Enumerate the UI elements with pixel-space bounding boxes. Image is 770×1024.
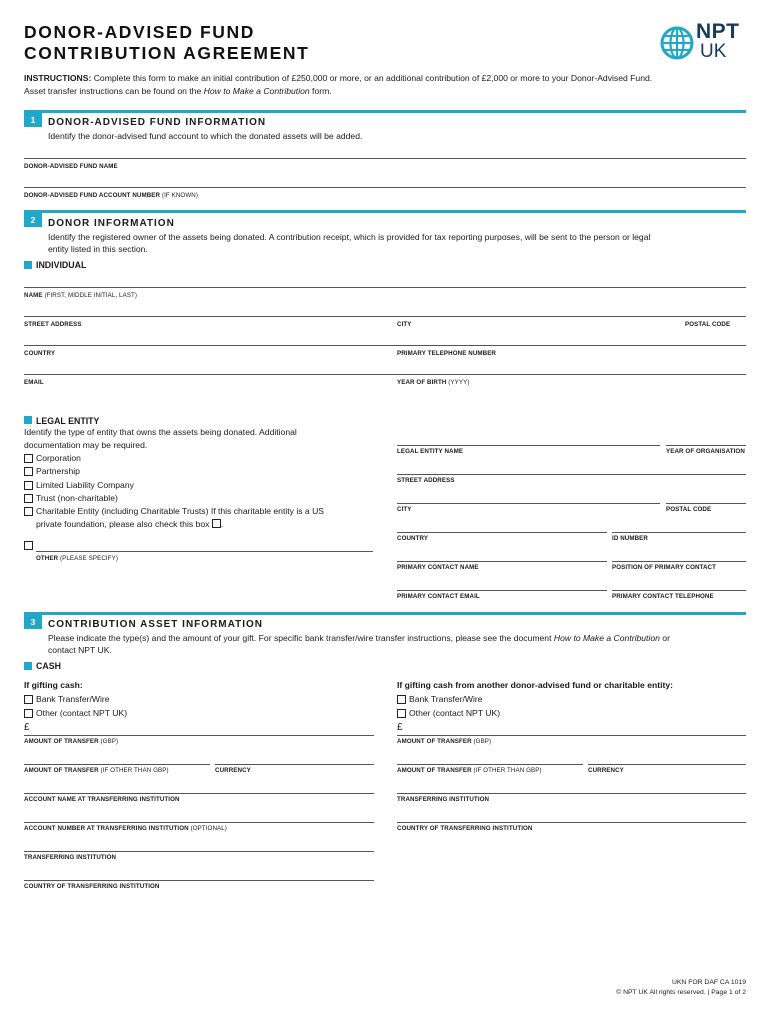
entity-option[interactable]: Partnership bbox=[24, 465, 374, 478]
individual-marker bbox=[24, 261, 32, 269]
checkbox[interactable] bbox=[24, 481, 33, 490]
account-number-label: ACCOUNT NUMBER AT TRANSFERRING INSTITUTION (OPTIONAL) bbox=[24, 825, 227, 832]
us-foundation-checkbox[interactable] bbox=[212, 519, 221, 528]
year-of-organisation-label: YEAR OF ORGANISATION bbox=[666, 448, 745, 455]
account-name-input[interactable] bbox=[24, 793, 374, 794]
footer bbox=[616, 978, 746, 998]
title-line-1: DONOR-ADVISED FUND bbox=[24, 22, 256, 42]
street-address-row[interactable] bbox=[24, 316, 746, 317]
cash-title: CASH bbox=[36, 661, 61, 671]
city-label: CITY bbox=[397, 321, 412, 328]
contact-name-input[interactable] bbox=[397, 561, 607, 562]
year-of-birth-label: YEAR OF BIRTH (YYYY) bbox=[397, 379, 470, 386]
checkbox[interactable] bbox=[397, 695, 406, 704]
name-label: NAME (FIRST, MIDDLE INITIAL, LAST) bbox=[24, 292, 138, 299]
legal-entity-name-input[interactable] bbox=[397, 445, 660, 446]
section-2-bar bbox=[24, 210, 746, 213]
entity-type-list bbox=[24, 452, 374, 531]
checkbox[interactable] bbox=[24, 695, 33, 704]
right-amount-input[interactable] bbox=[397, 735, 746, 736]
legal-id-input[interactable] bbox=[612, 532, 746, 533]
section-1-number: 1 bbox=[24, 113, 42, 127]
copyright: © NPT UK All rights reserved. | Page 1 of 2 bbox=[616, 989, 746, 996]
cash-option[interactable]: Other (contact NPT UK) bbox=[397, 707, 727, 721]
account-name-label: ACCOUNT NAME AT TRANSFERRING INSTITUTION bbox=[24, 796, 180, 803]
right-cash-heading: If gifting cash from another donor-advised fund or charitable entity: bbox=[397, 680, 673, 690]
left-amount-other-label: AMOUNT OF TRANSFER (IF OTHER THAN GBP) bbox=[24, 767, 169, 774]
legal-id-label: ID NUMBER bbox=[612, 535, 648, 542]
section-2-number: 2 bbox=[24, 213, 42, 227]
legal-entity-title: LEGAL ENTITY bbox=[36, 416, 100, 426]
right-amount-label: AMOUNT OF TRANSFER (GBP) bbox=[397, 738, 492, 745]
entity-option[interactable]: Limited Liability Company bbox=[24, 479, 374, 492]
title-line-2: CONTRIBUTION AGREEMENT bbox=[24, 43, 310, 63]
left-currency-input[interactable] bbox=[215, 764, 374, 765]
section-2-desc: Identify the registered owner of the assets being donated. A contribution receipt, which is provided for tax reporting purposes, will be sent to the person or legal entity listed in this section. bbox=[48, 232, 651, 254]
instructions-link: How to Make a Contribution bbox=[203, 85, 310, 96]
fund-name-label: DONOR-ADVISED FUND NAME bbox=[24, 163, 118, 170]
other-input[interactable] bbox=[36, 551, 373, 552]
fund-account-number-input[interactable] bbox=[24, 187, 746, 188]
contact-email-label: PRIMARY CONTACT EMAIL bbox=[397, 593, 480, 600]
right-country-label: COUNTRY OF TRANSFERRING INSTITUTION bbox=[397, 825, 533, 832]
left-country-label: COUNTRY OF TRANSFERRING INSTITUTION bbox=[24, 883, 160, 890]
right-currency-label: CURRENCY bbox=[588, 767, 624, 774]
cash-option[interactable]: Bank Transfer/Wire bbox=[24, 693, 354, 707]
name-input[interactable] bbox=[24, 287, 746, 288]
section-1-title: DONOR-ADVISED FUND INFORMATION bbox=[48, 117, 267, 128]
left-cash-heading: If gifting cash: bbox=[24, 680, 83, 690]
checkbox[interactable] bbox=[24, 467, 33, 476]
entity-option[interactable]: Trust (non-charitable) bbox=[24, 492, 374, 505]
instructions bbox=[24, 72, 744, 97]
contact-position-label: POSITION OF PRIMARY CONTACT bbox=[612, 564, 716, 571]
entity-option-charitable[interactable]: Charitable Entity (including Charitable Trusts) If this charitable entity is a US private foundation, please also check this box . bbox=[24, 505, 374, 531]
right-amount-other-input[interactable] bbox=[397, 764, 583, 765]
instructions-text-2b: form. bbox=[309, 85, 332, 96]
section-1-bar bbox=[24, 110, 746, 113]
legal-entity-marker bbox=[24, 416, 32, 424]
checkbox[interactable] bbox=[397, 709, 406, 718]
section-3-title: CONTRIBUTION ASSET INFORMATION bbox=[48, 619, 263, 630]
email-row[interactable] bbox=[24, 374, 746, 375]
logo-text-npt: NPT bbox=[696, 20, 740, 43]
left-country-input[interactable] bbox=[24, 880, 374, 881]
left-amount-input[interactable] bbox=[24, 735, 374, 736]
left-amount-label: AMOUNT OF TRANSFER (GBP) bbox=[24, 738, 119, 745]
checkbox[interactable] bbox=[24, 454, 33, 463]
contact-email-input[interactable] bbox=[397, 590, 607, 591]
legal-country-input[interactable] bbox=[397, 532, 607, 533]
legal-entity-desc: Identify the type of entity that owns the assets being donated. Additional documentation may be required. bbox=[24, 427, 297, 450]
fund-account-number-label: DONOR-ADVISED FUND ACCOUNT NUMBER (IF KNOWN) bbox=[24, 192, 198, 199]
legal-city-label: CITY bbox=[397, 506, 412, 513]
right-country-input[interactable] bbox=[397, 822, 746, 823]
left-institution-label: TRANSFERRING INSTITUTION bbox=[24, 854, 117, 861]
checkbox[interactable] bbox=[24, 709, 33, 718]
entity-option[interactable]: Corporation bbox=[24, 452, 374, 465]
right-currency-input[interactable] bbox=[588, 764, 746, 765]
other-label: OTHER (PLEASE SPECIFY) bbox=[36, 555, 118, 562]
street-address-label: STREET ADDRESS bbox=[24, 321, 82, 328]
right-amount-other-label: AMOUNT OF TRANSFER (IF OTHER THAN GBP) bbox=[397, 767, 542, 774]
checkbox[interactable] bbox=[24, 507, 33, 516]
legal-street-input[interactable] bbox=[397, 474, 746, 475]
contact-position-input[interactable] bbox=[612, 561, 746, 562]
left-institution-input[interactable] bbox=[24, 851, 374, 852]
contact-name-label: PRIMARY CONTACT NAME bbox=[397, 564, 479, 571]
checkbox[interactable] bbox=[24, 494, 33, 503]
account-number-input[interactable] bbox=[24, 822, 374, 823]
left-currency-label: CURRENCY bbox=[215, 767, 251, 774]
email-label: EMAIL bbox=[24, 379, 44, 386]
npt-uk-logo bbox=[660, 22, 750, 62]
right-institution-input[interactable] bbox=[397, 793, 746, 794]
postal-code-label: POSTAL CODE bbox=[685, 321, 731, 328]
pound-sign: £ bbox=[24, 722, 30, 733]
section-3-number: 3 bbox=[24, 615, 42, 629]
cash-option[interactable]: Other (contact NPT UK) bbox=[24, 707, 354, 721]
other-checkbox[interactable] bbox=[24, 541, 33, 550]
instructions-text-1: Complete this form to make an initial contribution of £250,000 or more, or an additional contribution of £2,000 or more to your Donor-Advised Fund. bbox=[93, 73, 653, 83]
right-cash-options bbox=[397, 693, 727, 721]
individual-title: INDIVIDUAL bbox=[36, 260, 87, 270]
contact-phone-label: PRIMARY CONTACT TELEPHONE bbox=[612, 593, 714, 600]
fund-name-input[interactable] bbox=[24, 158, 746, 159]
phone-label: PRIMARY TELEPHONE NUMBER bbox=[397, 350, 497, 357]
cash-option[interactable]: Bank Transfer/Wire bbox=[397, 693, 727, 707]
legal-city-input[interactable] bbox=[397, 503, 660, 504]
legal-entity-name-label: LEGAL ENTITY NAME bbox=[397, 448, 464, 455]
page-title bbox=[24, 22, 309, 64]
left-amount-other-input[interactable] bbox=[24, 764, 210, 765]
section-3-desc: Please indicate the type(s) and the amount of your gift. For specific bank transfer/wire transfer instructions, please see the document How to Make a Contribution or contact NPT UK. bbox=[48, 633, 670, 655]
country-row[interactable] bbox=[24, 345, 746, 346]
contact-phone-input[interactable] bbox=[612, 590, 746, 591]
globe-icon bbox=[660, 26, 694, 60]
instructions-text-2a: Asset transfer instructions can be found on the bbox=[24, 85, 204, 96]
legal-postal-input[interactable] bbox=[666, 503, 746, 504]
section-1-desc: Identify the donor-advised fund account to which the donated assets will be added. bbox=[48, 131, 363, 141]
year-of-organisation-input[interactable] bbox=[666, 445, 746, 446]
section-2-title: DONOR INFORMATION bbox=[48, 218, 175, 229]
logo-text-uk: UK bbox=[700, 41, 727, 62]
cash-marker bbox=[24, 662, 32, 670]
pound-sign: £ bbox=[397, 722, 403, 733]
legal-street-label: STREET ADDRESS bbox=[397, 477, 455, 484]
form-code: UKN FOR DAF CA 1019 bbox=[671, 979, 746, 986]
legal-country-label: COUNTRY bbox=[397, 535, 429, 542]
left-cash-options bbox=[24, 693, 354, 721]
country-label: COUNTRY bbox=[24, 350, 56, 357]
section-3-bar bbox=[24, 612, 746, 615]
right-institution-label: TRANSFERRING INSTITUTION bbox=[397, 796, 490, 803]
legal-postal-label: POSTAL CODE bbox=[666, 506, 712, 513]
instructions-label: INSTRUCTIONS: bbox=[24, 73, 92, 83]
